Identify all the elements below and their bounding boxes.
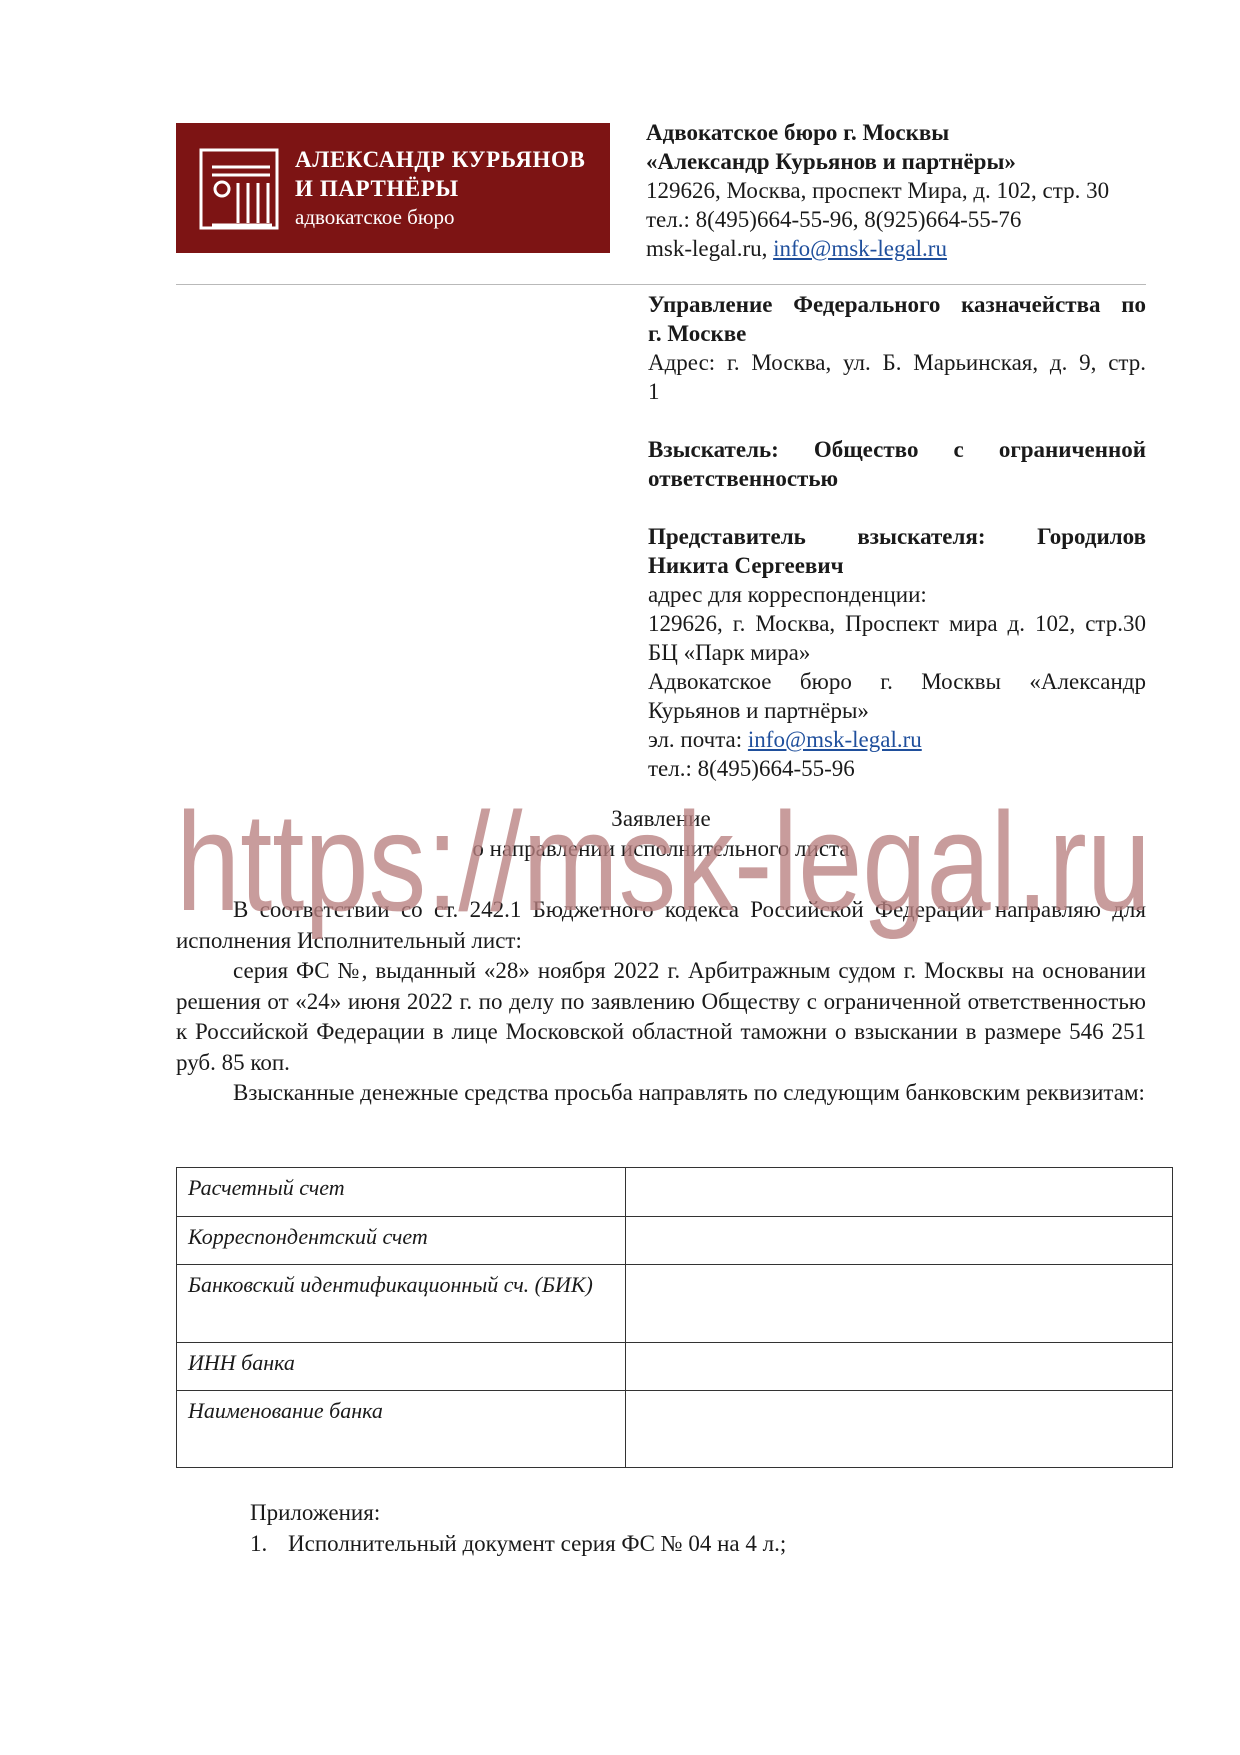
table-row	[177, 1343, 1173, 1391]
table-row	[177, 1265, 1173, 1343]
table-cell-value	[626, 1265, 1173, 1343]
table-cell-label: Корреспондентский счет	[177, 1217, 626, 1265]
recipient-address-line-1: Адрес: г. Москва, ул. Б. Марьинская, д. 9, стр.	[648, 350, 1146, 375]
paragraph-2: серия ФС №, выданный «28» ноября 2022 г. Арбитражным судом г. Москвы на основании решения от «24» июня 2022 г. по делу по заявлению Обществу с ограниченной ответственностью к Российской Федерации в лице Московской областной таможни о взыскании в размере 546 251 руб. 85 коп.	[176, 958, 1146, 1075]
representative-address-1: 129626, г. Москва, Проспект мира д. 102, стр.30	[648, 611, 1146, 636]
firm-site: msk-legal.ru,	[646, 236, 774, 261]
correspondence-label: адрес для корреспонденции:	[648, 582, 927, 607]
representative-address-2: БЦ «Парк мира»	[648, 640, 811, 665]
table-cell-value	[626, 1217, 1173, 1265]
firm-name-line-2: «Александр Курьянов и партнёры»	[646, 149, 1016, 174]
representative-line-1: Представитель взыскателя: Городилов	[648, 524, 1146, 549]
paragraph-1: В соответствии со ст. 242.1 Бюджетного кодекса Российской Федерации направляю для исполнения Исполнительный лист:	[176, 897, 1146, 953]
list-item	[250, 1528, 786, 1559]
bank-details-table	[176, 1167, 1173, 1468]
firm-header	[646, 118, 1146, 263]
table-cell-value	[626, 1168, 1173, 1217]
claimant-line-1: Взыскатель: Общество с ограниченной	[648, 437, 1146, 462]
representative-org-1: Адвокатское бюро г. Москвы «Александр	[648, 669, 1146, 694]
firm-phones: тел.: 8(495)664-55-96, 8(925)664-55-76	[646, 207, 1022, 232]
table-cell-value	[626, 1343, 1173, 1391]
recipient-name-line-1: Управление Федерального казначейства по	[648, 292, 1146, 317]
firm-contacts	[646, 234, 1146, 263]
table-cell-value	[626, 1391, 1173, 1468]
representative-phone: тел.: 8(495)664-55-96	[648, 756, 855, 781]
table-row	[177, 1168, 1173, 1217]
logo-line-1: АЛЕКСАНДР КУРЬЯНОВ	[295, 147, 586, 172]
document-title	[176, 804, 1146, 864]
representative-email-link[interactable]: info@msk-legal.ru	[747, 727, 922, 752]
table-cell-label: Банковский идентификационный сч. (БИК)	[177, 1265, 626, 1343]
recipient-name-line-2: г. Москве	[648, 321, 747, 346]
recipient-address-line-2: 1	[648, 379, 660, 404]
attachments-heading: Приложения:	[250, 1500, 381, 1525]
logo-line-3: адвокатское бюро	[295, 205, 455, 229]
list-item-text: Исполнительный документ серия ФС № 04 на 4 л.;	[288, 1531, 787, 1556]
table-row	[177, 1391, 1173, 1468]
representative-email-row	[648, 725, 1146, 754]
claimant-line-2: ответственностью	[648, 466, 839, 491]
title-main: Заявление	[611, 806, 711, 831]
table-row	[177, 1217, 1173, 1265]
addressee-block	[648, 290, 1146, 783]
email-label: эл. почта:	[648, 727, 748, 752]
paragraph-3: Взысканные денежные средства просьба направлять по следующим банковским реквизитам:	[233, 1080, 1145, 1105]
list-item-number: 1.	[250, 1531, 268, 1556]
attachments	[250, 1497, 786, 1559]
representative-line-2: Никита Сергеевич	[648, 553, 844, 578]
firm-logo	[176, 123, 610, 253]
firm-email-link[interactable]: info@msk-legal.ru	[773, 236, 947, 261]
firm-address: 129626, Москва, проспект Мира, д. 102, стр. 30	[646, 178, 1110, 203]
watermark-text: https://msk-legal.ru	[176, 783, 1151, 940]
table-cell-label: ИНН банка	[177, 1343, 626, 1391]
logo-line-2: И ПАРТНЁРЫ	[295, 176, 459, 201]
column-logo-icon	[198, 147, 280, 231]
title-sub: о направлении исполнительного листа	[472, 836, 850, 861]
header-divider	[176, 284, 1146, 285]
table-cell-label: Наименование банка	[177, 1391, 626, 1468]
firm-name-line-1: Адвокатское бюро г. Москвы	[646, 120, 950, 145]
representative-org-2: Курьянов и партнёры»	[648, 698, 869, 723]
table-cell-label: Расчетный счет	[177, 1168, 626, 1217]
document-body	[176, 895, 1146, 1109]
